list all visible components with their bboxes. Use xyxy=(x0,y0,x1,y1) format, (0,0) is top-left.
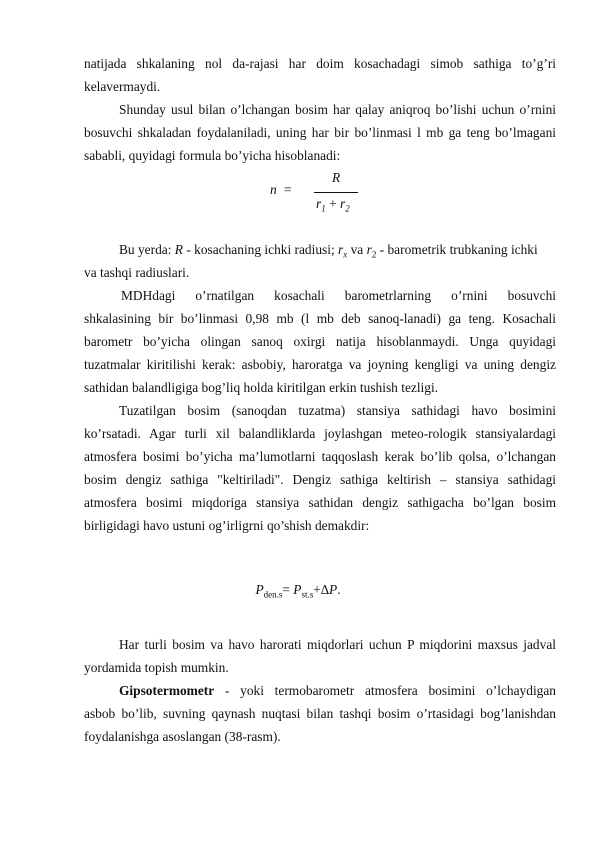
formula-equals: = xyxy=(284,182,292,197)
text-line: atmosfera bosimi miqdoriga stansiya sathidan dengiz sathigacha bo’lgan bosim xyxy=(84,495,556,510)
formula-denominator: $r_1 + r_2$ xyxy=(316,196,350,214)
formula-radius-ratio xyxy=(270,172,400,222)
text-line: Bu yerda: R - kosachaning ichki radiusi; $r_x$ va $r_2$ - barometrik trubkaning ichki xyxy=(119,242,538,260)
text-line: foydalanishga asoslangan (38-rasm). xyxy=(84,729,281,744)
text-line: shkalasining bir bo’linmasi 0,98 mb (l mb deb sanoq-lanadi) ga teng. Kosachali xyxy=(84,311,556,326)
text-line: Tuzatilgan bosim (sanoqdan tuzatma) stansiya sathidagi havo bosimini xyxy=(119,403,556,418)
text-line: natijada shkalaning nol da-rajasi har doim kosachadagi simob sathiga to’g’ri xyxy=(84,56,556,71)
text-line: ko’rsatadi. Agar turli xil balandliklarda joylashgan meteo-rologik stansiyalardagi xyxy=(84,426,556,441)
text-line: Shunday usul bilan o’lchangan bosim har qalay aniqroq bo’lishi uchun o’rnini xyxy=(119,102,556,117)
text-line: birligidagi havo ustuni og’irligrni qo’shish demakdir: xyxy=(84,518,370,533)
formula-numerator: R xyxy=(332,170,341,185)
fraction-bar xyxy=(314,192,358,193)
text-line: MDHdagi o’rnatilgan kosachali barometrlarning o’rnini bosuvchi xyxy=(121,288,556,303)
text-line: yordamida topish mumkin. xyxy=(84,660,229,675)
text-line: tuzatmalar kiritilishi kerak: asbobiy, haroratga va joyning kengligi va uning dengiz xyxy=(84,357,556,372)
text-line: va tashqi radiuslari. xyxy=(84,265,190,280)
text-line: kelavermaydi. xyxy=(84,79,161,94)
text-line: bosuvchi shkaladan foydalaniladi, uning har bir bo’linmasi l mb ga teng bo’lmagani xyxy=(84,125,556,140)
text-line: asbob bo’lib, suvning qaynash nuqtasi bilan tashqi bosim o’rtasidagi bog’lanishdan xyxy=(84,706,556,721)
text-line: Gipsotermometr - yoki termobarometr atmosfera bosimini o’lchaydigan xyxy=(119,683,556,698)
text-line: sathidan balandligiga bog’liq holda kiritilgan erkin tushish tezligi. xyxy=(84,380,439,395)
text-line: Har turli bosim va havo harorati miqdorlari uchun P miqdorini maxsus jadval xyxy=(119,637,556,652)
text-line: barometr bo’yicha olingan sanoq oxirgi natija hisoblanmaydi. Unga quyidagi xyxy=(84,334,556,349)
text-line: bosim dengiz sathiga "keltiriladi". Dengiz sathiga keltirish – stansiya sathidagi xyxy=(84,472,556,487)
formula-lhs: n xyxy=(270,182,277,197)
formula-sea-level-pressure: $P_{den.s}= P_{st.s}+\Delta P$. xyxy=(255,582,341,600)
text-line: atmosfera bosimi bo’yicha ma’lumotlarni taqqoslash kerak bo’lib qolsa, o’lchangan xyxy=(84,449,556,464)
term-gipsotermometr: Gipsotermometr xyxy=(119,683,215,698)
text-line: sababli, quyidagi formula bo’yicha hisoblanadi: xyxy=(84,148,341,163)
